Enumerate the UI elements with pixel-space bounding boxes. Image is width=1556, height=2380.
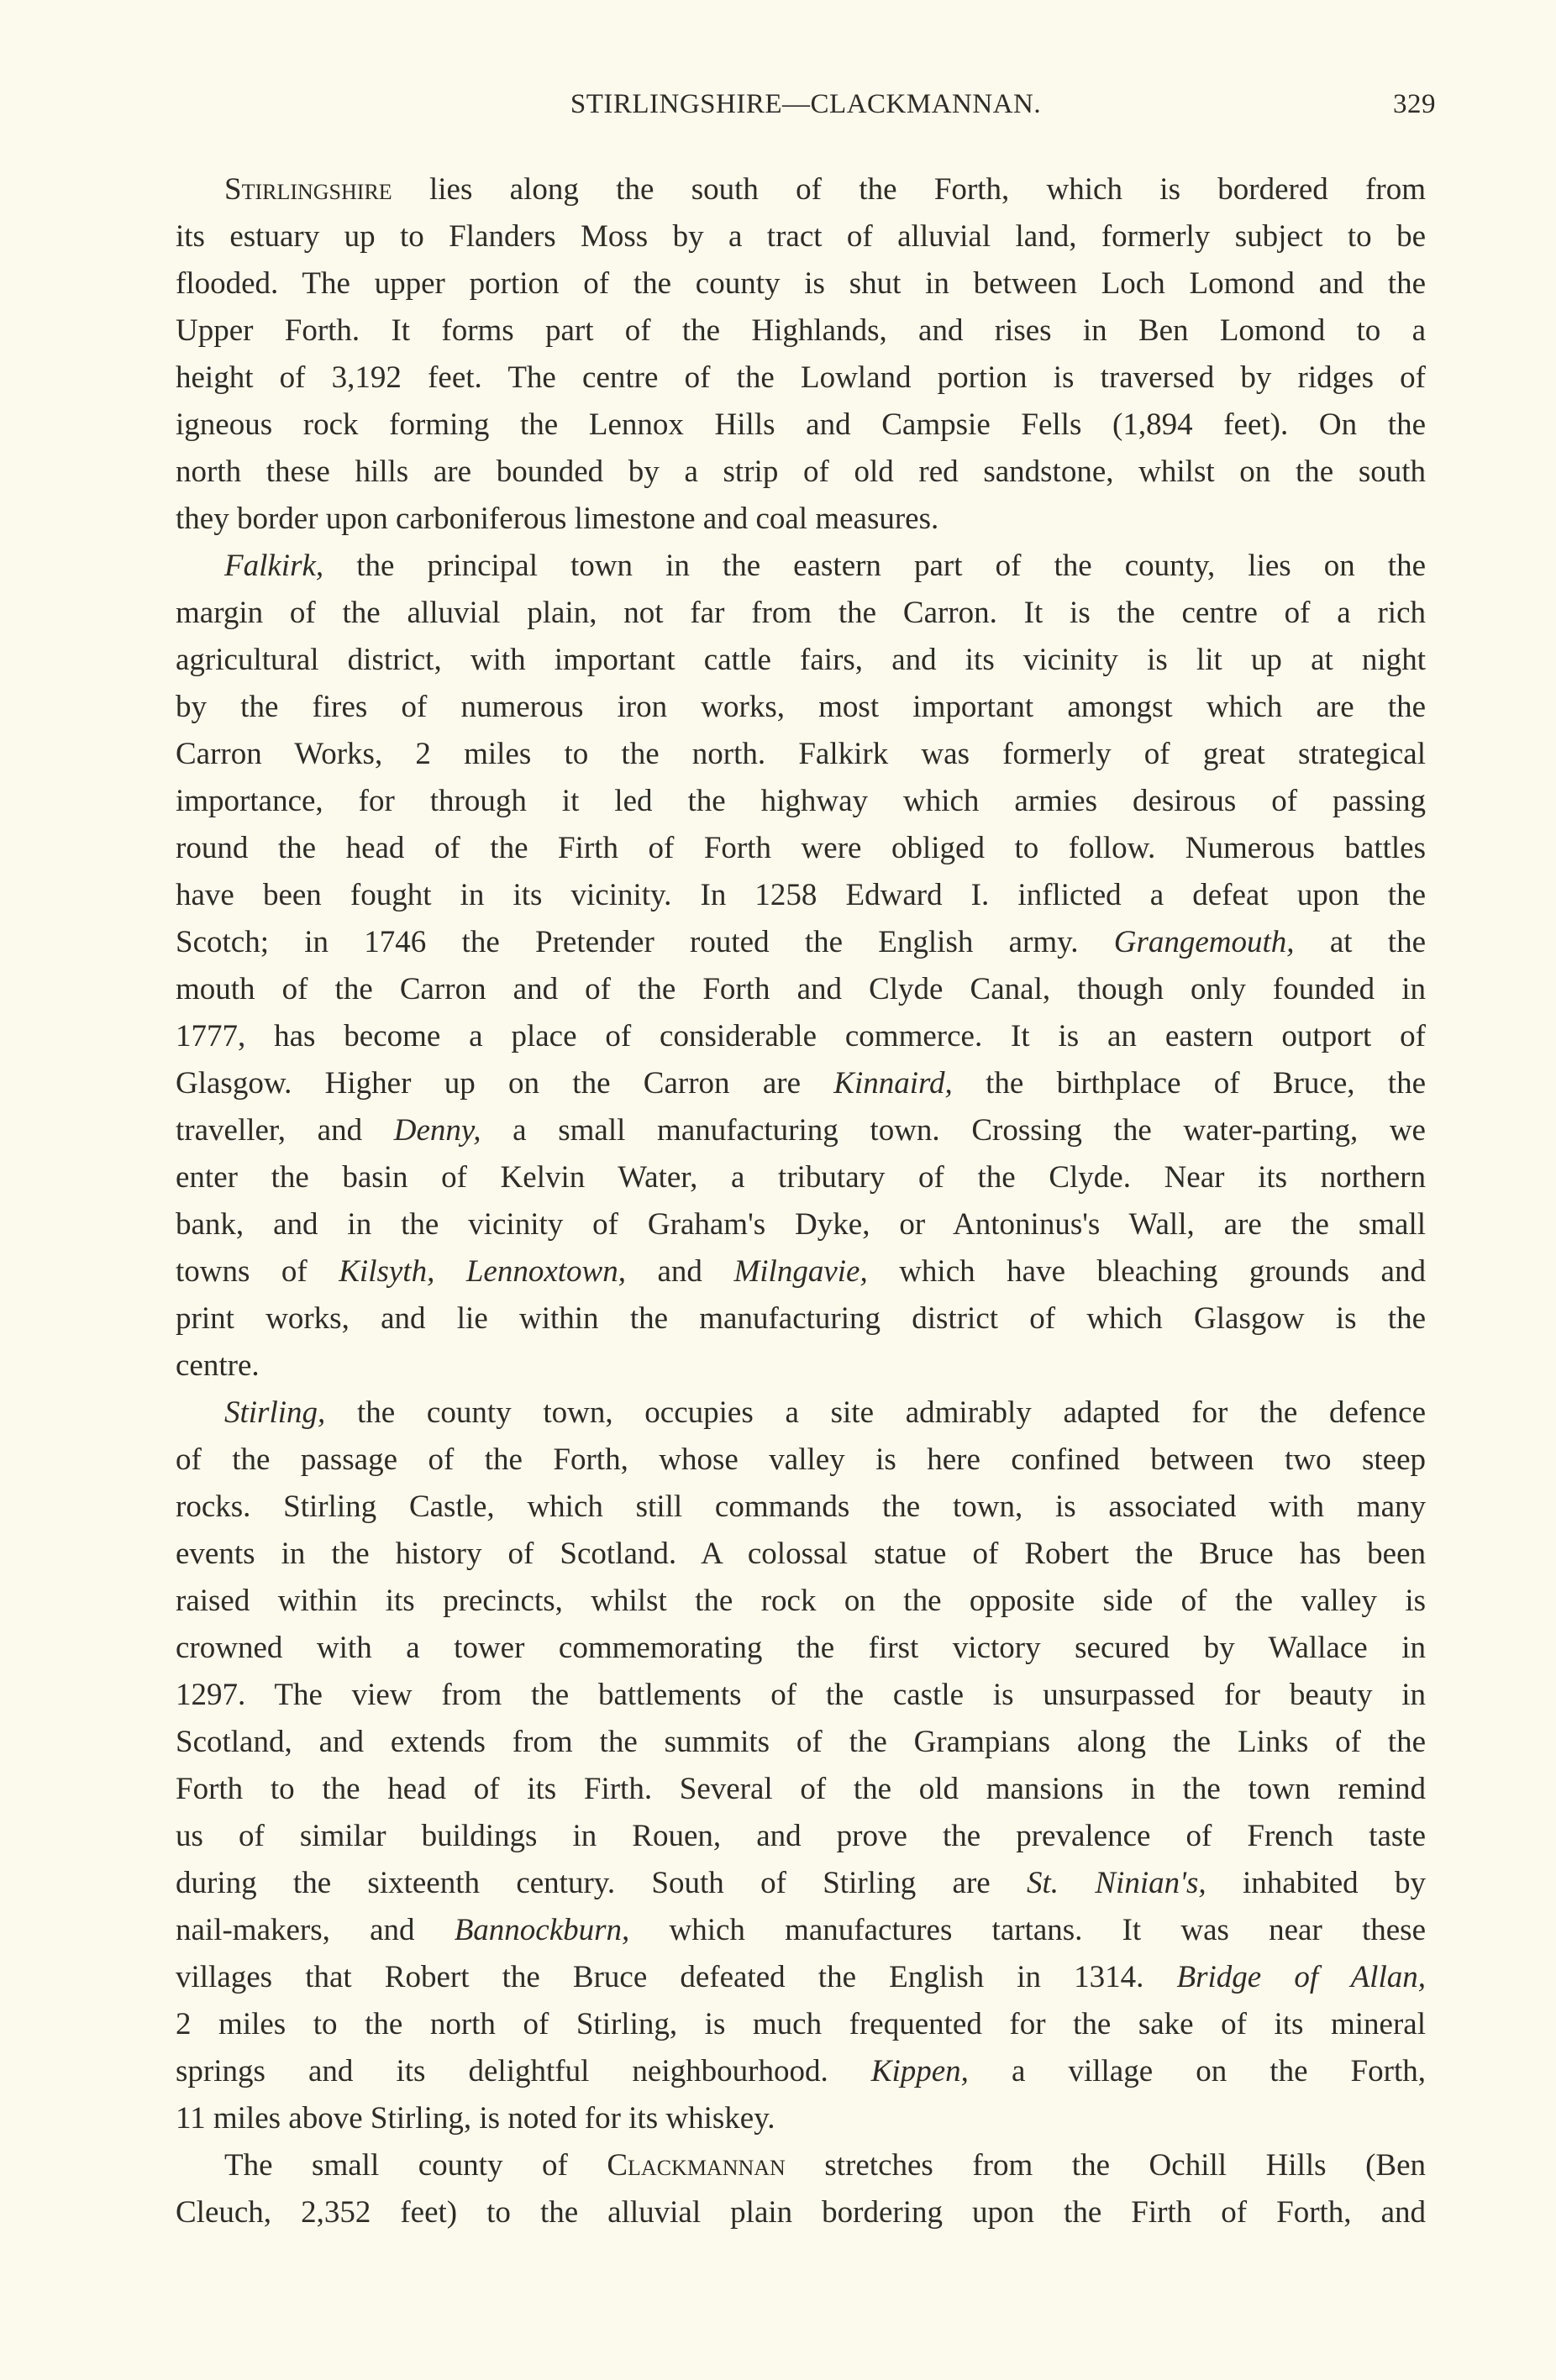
text-span: inhabited by xyxy=(1206,1866,1426,1900)
text-span: igneous rock forming the Lennox Hills and Campsie Fells (1,894 feet). On the xyxy=(176,407,1426,442)
text-line xyxy=(176,1531,1426,1578)
text-line xyxy=(176,1013,1426,1060)
text-span: at the xyxy=(1294,925,1426,959)
text-span: during the sixteenth century. South of Stirling are xyxy=(176,1866,1028,1900)
county-name: Clackmannan xyxy=(607,2148,786,2183)
text-line xyxy=(176,1719,1426,1766)
text-span: the county town, occupies a site admirably adapted for the defence xyxy=(325,1395,1426,1430)
place-name: Bannockburn, xyxy=(454,1913,630,1947)
text-span: by the fires of numerous iron works, most important amongst which are the xyxy=(176,690,1426,724)
place-name: Kilsyth, Lennoxtown, xyxy=(339,1254,626,1289)
text-line xyxy=(176,1342,1426,1390)
text-span: Forth to the head of its Firth. Several of the old mansions in the town remind xyxy=(176,1772,1426,1806)
text-span: crowned with a tower commemorating the first victory secured by Wallace in xyxy=(176,1631,1426,1665)
text-span: Cleuch, 2,352 feet) to the alluvial plain bordering upon the Firth of Forth, and xyxy=(176,2195,1426,2230)
text-line xyxy=(176,966,1426,1013)
text-span: 1777, has become a place of considerable commerce. It is an eastern outport of xyxy=(176,1019,1426,1053)
text-span: Upper Forth. It forms part of the Highlands, and rises in Ben Lomond to a xyxy=(176,313,1426,348)
text-span: us of similar buildings in Rouen, and prove the prevalence of French taste xyxy=(176,1819,1426,1853)
text-line xyxy=(176,1060,1426,1107)
running-title: STIRLINGSHIRE—CLACKMANNAN. xyxy=(570,89,1042,119)
text-line xyxy=(176,1954,1426,2001)
text-span: 2 miles to the north of Stirling, is much frequented for the sake of its mineral xyxy=(176,2007,1426,2041)
text-span: Carron Works, 2 miles to the north. Falkirk was formerly of great strategical xyxy=(176,737,1426,771)
text-line xyxy=(176,872,1426,919)
text-span: and xyxy=(625,1254,734,1289)
text-line xyxy=(176,1154,1426,1201)
text-span: which manufactures tartans. It was near these xyxy=(629,1913,1426,1947)
text-span: towns of xyxy=(176,1254,339,1289)
text-line xyxy=(176,637,1426,684)
text-line xyxy=(176,260,1426,307)
text-line xyxy=(176,2048,1426,2095)
text-line xyxy=(176,1295,1426,1342)
text-line xyxy=(176,496,1426,543)
text-line xyxy=(176,1390,1426,1437)
text-line xyxy=(176,1484,1426,1531)
text-span: flooded. The upper portion of the county is shut in between Loch Lomond and the xyxy=(176,266,1426,301)
running-header xyxy=(176,89,1436,131)
text-line xyxy=(176,1672,1426,1719)
text-line xyxy=(176,919,1426,966)
text-line xyxy=(176,1907,1426,1954)
text-line xyxy=(176,1813,1426,1860)
text-line xyxy=(176,1201,1426,1248)
text-line xyxy=(176,2001,1426,2048)
text-line xyxy=(176,2189,1426,2236)
text-span: centre. xyxy=(176,1348,260,1383)
text-span: 1297. The view from the battlements of the castle is unsurpassed for beauty in xyxy=(176,1678,1426,1712)
place-name: Milngavie, xyxy=(733,1254,868,1289)
text-span: round the head of the Firth of Forth were obliged to follow. Numerous battles xyxy=(176,831,1426,865)
text-line xyxy=(176,355,1426,402)
text-span: its estuary up to Flanders Moss by a tract of alluvial land, formerly subject to be xyxy=(176,219,1426,254)
page-number: 329 xyxy=(1393,89,1436,119)
text-span: of the passage of the Forth, whose valley is here confined between two steep xyxy=(176,1442,1426,1477)
text-span: stretches from the Ochill Hills (Ben xyxy=(785,2148,1426,2183)
place-name: Kippen, xyxy=(870,2054,969,2088)
text-span: events in the history of Scotland. A colossal statue of Robert the Bruce has been xyxy=(176,1537,1426,1571)
text-line xyxy=(176,1766,1426,1813)
place-name: Falkirk, xyxy=(224,549,324,583)
text-line xyxy=(176,1107,1426,1154)
text-span: raised within its precincts, whilst the rock on the opposite side of the valley is xyxy=(176,1584,1426,1618)
text-line xyxy=(176,684,1426,731)
text-span: enter the basin of Kelvin Water, a tributary of the Clyde. Near its northern xyxy=(176,1160,1426,1195)
text-span: height of 3,192 feet. The centre of the Lowland portion is traversed by ridges of xyxy=(176,360,1426,395)
text-span: 11 miles above Stirling, is noted for its whiskey. xyxy=(176,2101,775,2136)
text-span: a small manufacturing town. Crossing the water-parting, we xyxy=(481,1113,1426,1148)
text-line xyxy=(176,778,1426,825)
text-span: springs and its delightful neighbourhood. xyxy=(176,2054,871,2088)
text-line xyxy=(176,1578,1426,1625)
text-line xyxy=(176,1625,1426,1672)
text-span: mouth of the Carron and of the Forth and Clyde Canal, though only founded in xyxy=(176,972,1426,1006)
place-name: Grangemouth, xyxy=(1113,925,1295,959)
text-line xyxy=(176,590,1426,637)
text-span: print works, and lie within the manufacturing district of which Glasgow is the xyxy=(176,1301,1426,1336)
text-span: nail-makers, and xyxy=(176,1913,455,1947)
text-line xyxy=(176,213,1426,260)
place-name: Stirling, xyxy=(224,1395,326,1430)
place-name: Kinnaird, xyxy=(833,1066,953,1101)
text-line xyxy=(176,2142,1426,2189)
place-name: St. Ninian's, xyxy=(1027,1866,1206,1900)
body-text xyxy=(176,166,1426,2236)
text-span: lies along the south of the Forth, which is bordered from xyxy=(392,172,1426,207)
text-line xyxy=(176,1860,1426,1907)
text-span: importance, for through it led the highway which armies desirous of passing xyxy=(176,784,1426,818)
text-line xyxy=(176,1248,1426,1295)
text-span: The small county of xyxy=(224,2148,607,2183)
text-span: have been fought in its vicinity. In 1258 Edward I. inflicted a defeat upon the xyxy=(176,878,1426,912)
text-span: the birthplace of Bruce, the xyxy=(952,1066,1426,1101)
text-span: traveller, and xyxy=(176,1113,394,1148)
text-line xyxy=(176,402,1426,449)
text-line xyxy=(176,2095,1426,2142)
text-span: villages that Robert the Bruce defeated the English in 1314. xyxy=(176,1960,1177,1994)
county-name: Stirlingshire xyxy=(224,172,392,207)
text-span: rocks. Stirling Castle, which still commands the town, is associated with many xyxy=(176,1489,1426,1524)
text-span: which have bleaching grounds and xyxy=(867,1254,1426,1289)
text-line xyxy=(176,449,1426,496)
text-line xyxy=(176,543,1426,590)
text-span: agricultural district, with important cattle fairs, and its vicinity is lit up at night xyxy=(176,643,1426,677)
text-span: a village on the Forth, xyxy=(968,2054,1426,2088)
text-span: Glasgow. Higher up on the Carron are xyxy=(176,1066,834,1101)
text-span: Scotch; in 1746 the Pretender routed the English army. xyxy=(176,925,1114,959)
text-line xyxy=(176,307,1426,355)
text-span: bank, and in the vicinity of Graham's Dyke, or Antoninus's Wall, are the small xyxy=(176,1207,1426,1242)
text-line xyxy=(176,166,1426,213)
text-span: Scotland, and extends from the summits of the Grampians along the Links of the xyxy=(176,1725,1426,1759)
text-span: they border upon carboniferous limestone and coal measures. xyxy=(176,502,939,536)
text-span: the principal town in the eastern part of the county, lies on the xyxy=(323,549,1426,583)
text-span: north these hills are bounded by a strip of old red sandstone, whilst on the south xyxy=(176,454,1426,489)
text-span: margin of the alluvial plain, not far from the Carron. It is the centre of a rich xyxy=(176,596,1426,630)
text-line xyxy=(176,825,1426,872)
place-name: Denny, xyxy=(393,1113,481,1148)
place-name: Bridge of Allan, xyxy=(1176,1960,1426,1994)
text-line xyxy=(176,731,1426,778)
text-line xyxy=(176,1437,1426,1484)
